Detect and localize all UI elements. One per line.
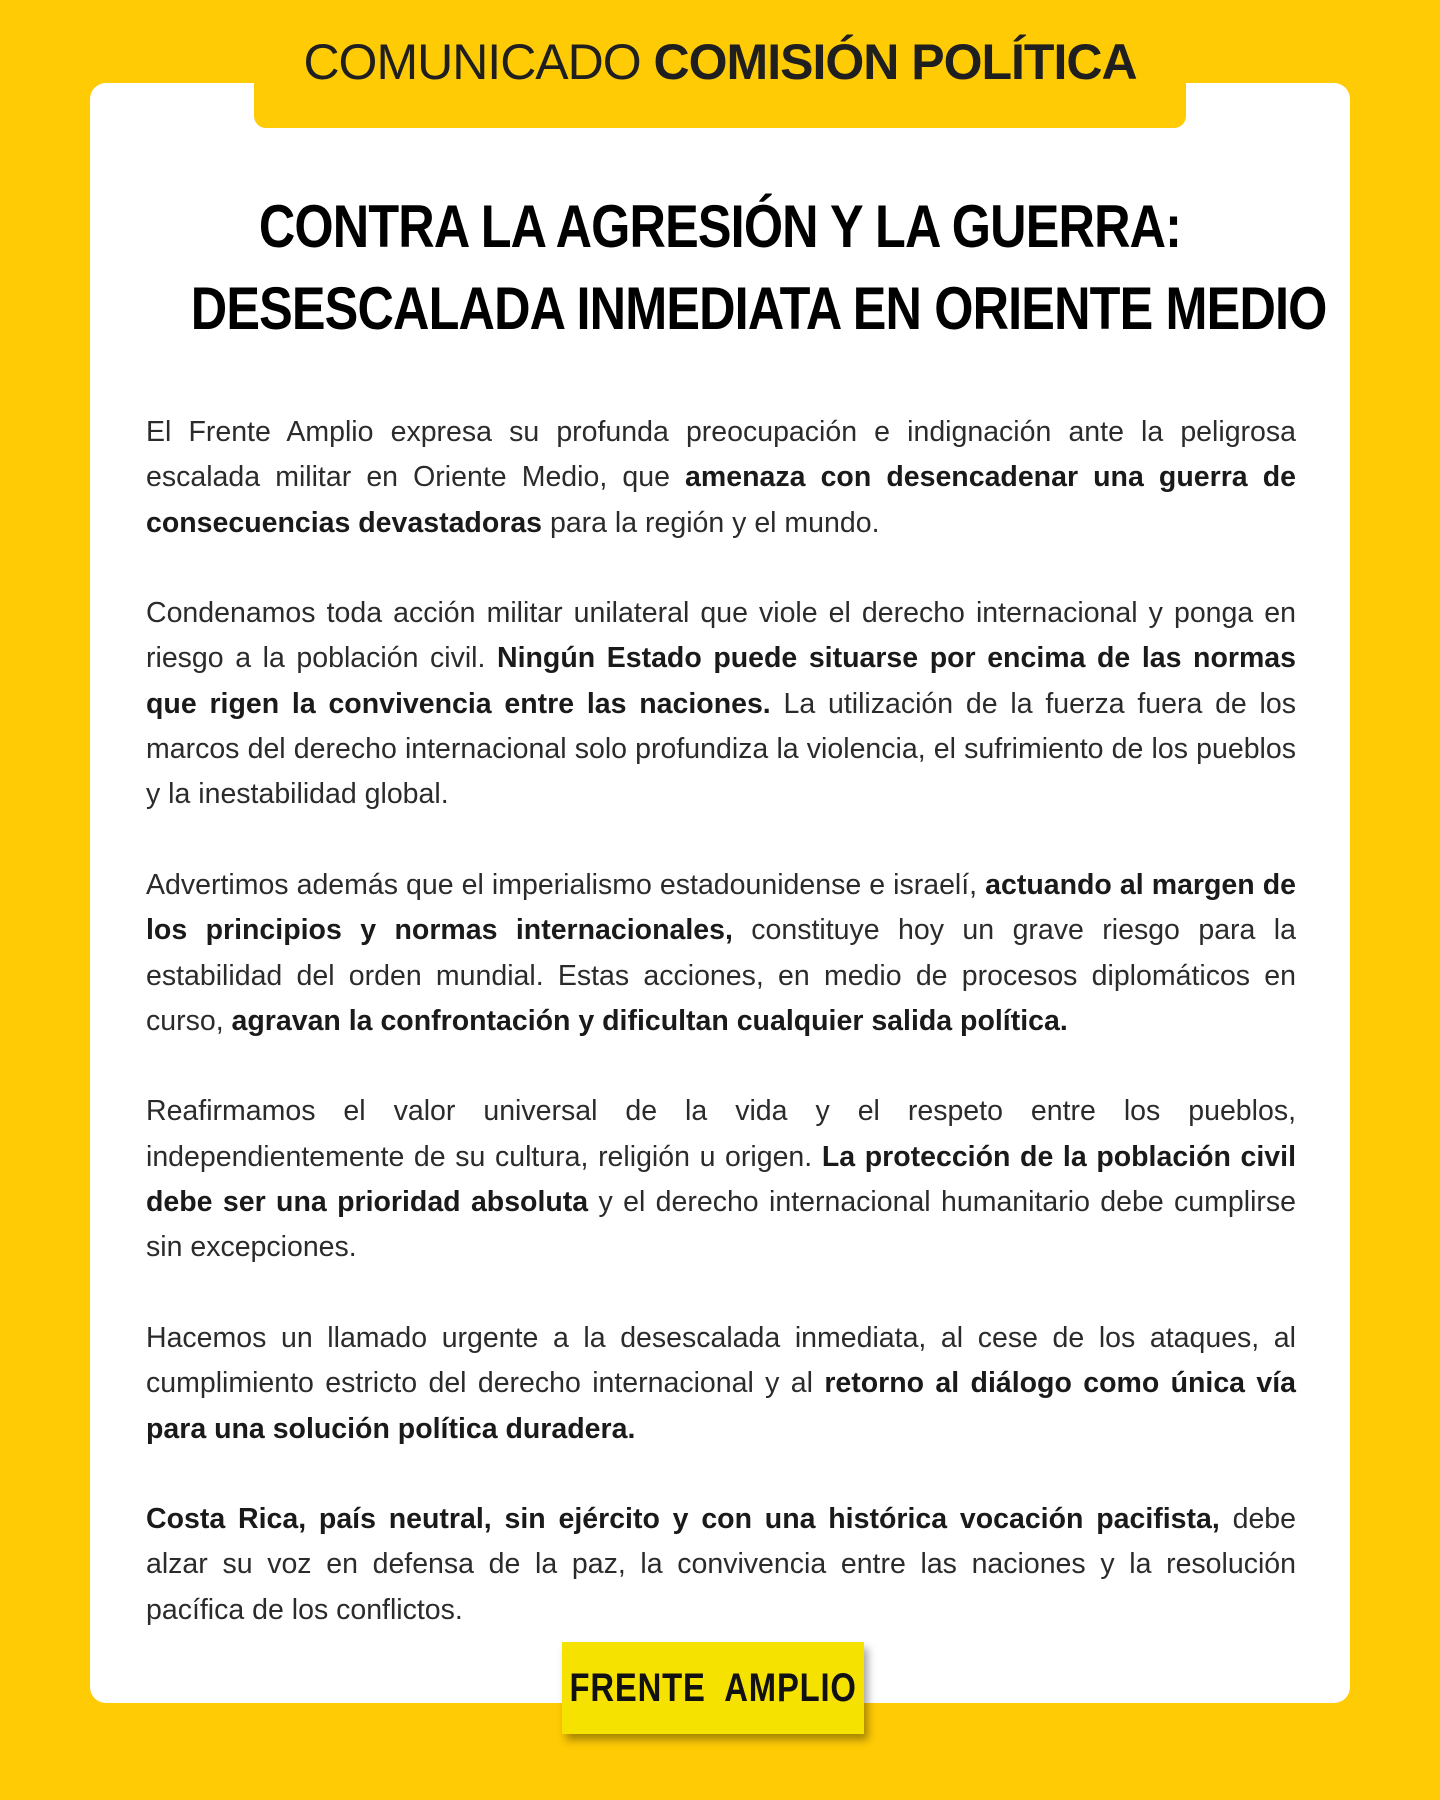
paragraph-emphasis: agravan la confrontación y dificultan cualquier salida política. xyxy=(231,1004,1068,1037)
page-headline xyxy=(190,186,1327,350)
headline-line-1: CONTRA LA AGRESIÓN Y LA GUERRA: xyxy=(258,193,1182,260)
header-title-light: COMUNICADO xyxy=(303,34,654,90)
header-title xyxy=(303,33,1136,91)
headline-line-2: DESESCALADA INMEDIATA EN ORIENTE MEDIO xyxy=(190,275,1327,342)
paragraph-text: Reafirmamos el valor universal de la vida y el respeto entre los pueblos, independientemente de su cultura, religión u origen. xyxy=(146,1095,1296,1173)
paragraph-text: Hacemos un llamado urgente a la desescalada inmediata, al cese de los ataques, al cumplimiento estricto del derecho internacional y al xyxy=(146,1321,1296,1400)
paragraph-3 xyxy=(146,863,1296,1044)
paragraph-4 xyxy=(146,1089,1296,1270)
paragraph-text: para la región y el mundo. xyxy=(542,506,880,539)
frente-amplio-logo xyxy=(562,1642,864,1734)
paragraph-text: La utilización de la fuerza fuera de los marcos del derecho internacional solo profundiza la violencia, el sufrimiento de los pueblos y la inestabilidad global. xyxy=(146,687,1296,811)
paragraph-text: debe alzar su voz en defensa de la paz, la convivencia entre las naciones y la resolución pacífica de los conflictos. xyxy=(146,1503,1296,1626)
paragraph-6 xyxy=(146,1497,1296,1633)
paragraph-emphasis: La protección de la población civil debe ser una prioridad absoluta xyxy=(146,1140,1296,1219)
paragraph-5 xyxy=(146,1316,1296,1452)
header-banner xyxy=(254,0,1186,128)
paragraph-emphasis: amenaza con desencadenar una guerra de consecuencias devastadoras xyxy=(146,461,1297,539)
paragraph-2 xyxy=(146,591,1296,817)
statement-body xyxy=(146,410,1296,1678)
paragraph-emphasis: retorno al diálogo como única vía para una solución política duradera. xyxy=(146,1367,1296,1445)
paragraph-text: constituye hoy un grave riesgo para la estabilidad del orden mundial. Estas acciones, en medio de procesos diplomáticos en curso, xyxy=(146,914,1296,1037)
paragraph-emphasis: actuando al margen de los principios y normas internacionales, xyxy=(146,868,1296,947)
header-title-bold: COMISIÓN POLÍTICA xyxy=(653,34,1137,90)
paragraph-text: El Frente Amplio expresa su profunda preocupación e indignación ante la peligrosa escalada militar en Oriente Medio, que xyxy=(146,416,1296,494)
paragraph-emphasis: Costa Rica, país neutral, sin ejército y con una histórica vocación pacifista, xyxy=(146,1503,1220,1536)
paragraph-emphasis: Ningún Estado puede situarse por encima de las normas que rigen la convivencia entre las naciones. xyxy=(146,642,1296,720)
paragraph-text: Condenamos toda acción militar unilateral que viole el derecho internacional y ponga en riesgo a la población civil. xyxy=(146,597,1296,675)
paragraph-text: Advertimos además que el imperialismo estadounidense e israelí, xyxy=(146,868,986,901)
paragraph-1 xyxy=(146,410,1296,546)
paragraph-text: y el derecho internacional humanitario debe cumplirse sin excepciones. xyxy=(146,1186,1296,1264)
logo-text: FRENTE AMPLIO xyxy=(569,1665,857,1710)
